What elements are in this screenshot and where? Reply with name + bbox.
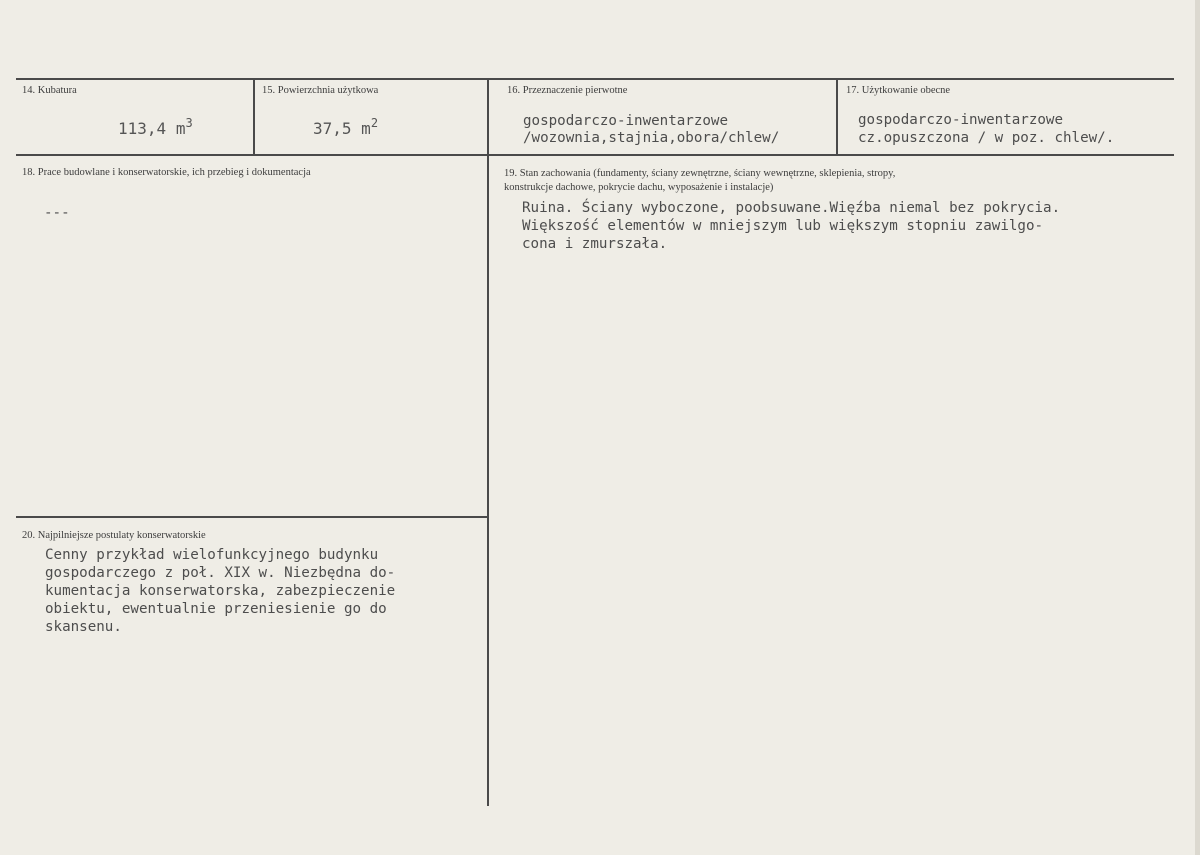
field-14-number: 113,4 — [118, 119, 167, 138]
col-divider-1 — [253, 78, 255, 154]
field-14-value — [118, 116, 193, 138]
col-divider-2 — [487, 78, 489, 806]
field-19-line-2: Większość elementów w mniejszym lub większym stopniu zawilgo- — [522, 218, 1044, 234]
field-15-value — [313, 116, 378, 138]
field-15-number: 37,5 — [313, 119, 352, 138]
field-14-label: 14. Kubatura — [22, 85, 77, 96]
field-20-label: 20. Najpilniejsze postulaty konserwatorskie — [22, 530, 206, 541]
field-14-exponent: 3 — [185, 116, 193, 130]
field-17-label: 17. Użytkowanie obecne — [846, 85, 951, 96]
row-divider — [16, 154, 1174, 156]
field-20-line-4: obiektu, ewentualnie przeniesienie go do — [45, 601, 387, 617]
field-20-line-5: skansenu. — [45, 619, 122, 635]
field-18-value: --- — [44, 205, 70, 221]
field-15-exponent: 2 — [370, 116, 379, 130]
field-17-line-1: gospodarczo-inwentarzowe — [858, 112, 1063, 128]
field-15-label: 15. Powierzchnia użytkowa — [262, 85, 379, 96]
field-19-line-3: cona i zmurszała. — [522, 236, 668, 252]
field-15-unit: m — [361, 119, 371, 138]
field-19-label-line-1: 19. Stan zachowania (fundamenty, ściany zewnętrzne, ściany wewnętrzne, sklepienia, stropy, — [504, 168, 896, 179]
field-20-line-1: Cenny przykład wielofunkcyjnego budynku — [45, 547, 379, 563]
col-divider-3 — [836, 78, 838, 154]
field-14-unit: m — [175, 119, 186, 138]
field-16-line-2: /wozownia,stajnia,obora/chlew/ — [523, 130, 780, 146]
top-rule — [16, 78, 1174, 80]
field-16-label: 16. Przeznaczenie pierwotne — [507, 85, 628, 96]
field-16-line-1: gospodarczo-inwentarzowe — [523, 113, 728, 129]
field-19-label-line-2: konstrukcje dachowe, pokrycie dachu, wyposażenie i instalacje) — [504, 182, 774, 193]
field-20-line-2: gospodarczego z poł. XIX w. Niezbędna do- — [45, 565, 396, 581]
card-edge-shadow — [1195, 0, 1200, 855]
section-divider-left — [16, 516, 487, 518]
field-19-line-1: Ruina. Ściany wyboczone, poobsuwane.Więźba niemal bez pokrycia. — [522, 200, 1061, 216]
field-20-line-3: kumentacja konserwatorska, zabezpieczenie — [45, 583, 396, 599]
field-18-label: 18. Prace budowlane i konserwatorskie, ich przebieg i dokumentacja — [22, 167, 311, 178]
field-17-line-2: cz.opuszczona / w poz. chlew/. — [858, 130, 1115, 146]
